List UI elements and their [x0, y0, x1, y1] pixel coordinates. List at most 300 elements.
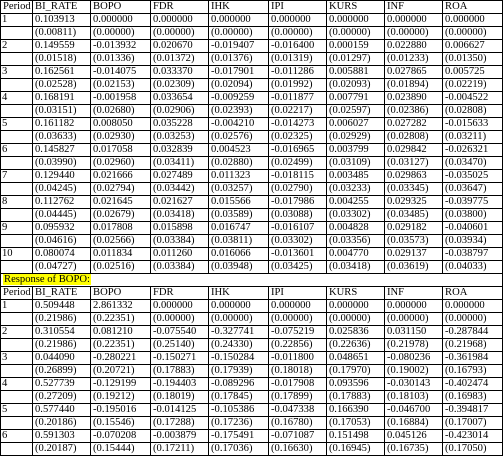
value-cell: 0.080074	[33, 248, 91, 261]
std-error-cell: (0.16630)	[269, 443, 327, 456]
std-error-cell: (0.17970)	[327, 365, 385, 378]
std-error-cell: (0.00000)	[151, 313, 209, 326]
value-cell: -0.361984	[443, 352, 503, 365]
value-cell: -0.075540	[151, 326, 209, 339]
period-cell-empty	[1, 261, 33, 274]
value-cell: 0.017808	[91, 222, 151, 235]
value-cell: 0.000159	[327, 40, 385, 53]
period-cell-empty	[1, 157, 33, 170]
std-error-cell: (0.03619)	[385, 261, 443, 274]
std-error-cell: (0.03151)	[33, 105, 91, 118]
period-cell: 3	[1, 66, 33, 79]
period-cell-empty	[1, 27, 33, 40]
value-cell: -0.040601	[443, 222, 503, 235]
std-error-cell: (0.00000)	[385, 313, 443, 326]
table-row	[1, 196, 503, 209]
period-cell: 1	[1, 14, 33, 27]
column-header-bi-rate: BI_RATE	[33, 287, 91, 300]
value-cell: 0.000000	[209, 14, 269, 27]
column-header-inf: INF	[385, 1, 443, 14]
std-error-cell: (0.02790)	[269, 183, 327, 196]
std-error-cell: (0.03470)	[443, 157, 503, 170]
period-cell-empty	[1, 417, 33, 430]
std-error-cell: (0.03384)	[151, 235, 209, 248]
column-header-fdr: FDR	[151, 1, 209, 14]
std-error-cell: (0.17211)	[151, 443, 209, 456]
std-error-cell: (0.01350)	[443, 53, 503, 66]
value-cell: 0.048651	[327, 352, 385, 365]
value-cell: 0.044090	[33, 352, 91, 365]
value-cell: 0.591303	[33, 430, 91, 443]
std-error-cell: (0.02528)	[33, 79, 91, 92]
value-cell: 0.129440	[33, 170, 91, 183]
std-error-cell: (0.03934)	[443, 235, 503, 248]
period-cell: 6	[1, 144, 33, 157]
std-error-cell: (0.03088)	[269, 209, 327, 222]
period-cell: 3	[1, 352, 33, 365]
period-cell-empty	[1, 209, 33, 222]
value-cell: 0.509448	[33, 300, 91, 313]
period-cell-empty	[1, 53, 33, 66]
value-cell: -0.394817	[443, 404, 503, 417]
std-error-cell: (0.03948)	[209, 261, 269, 274]
value-cell: -0.017901	[209, 66, 269, 79]
value-cell: 0.033370	[151, 66, 209, 79]
std-error-cell: (0.17050)	[443, 443, 503, 456]
value-cell: -0.013601	[269, 248, 327, 261]
value-cell: 0.000000	[269, 300, 327, 313]
table-row-se	[1, 339, 503, 352]
std-error-cell: (0.01376)	[209, 53, 269, 66]
std-error-cell: (0.03418)	[151, 209, 209, 222]
std-error-cell: (0.03356)	[327, 235, 385, 248]
value-cell: -0.014125	[151, 404, 209, 417]
std-error-cell: (0.21986)	[33, 339, 91, 352]
value-cell: 0.000000	[385, 14, 443, 27]
std-error-cell: (0.02219)	[443, 79, 503, 92]
std-error-cell: (0.03633)	[33, 131, 91, 144]
value-cell: -0.047338	[269, 404, 327, 417]
value-cell: -0.150284	[209, 352, 269, 365]
value-cell: 0.035228	[151, 118, 209, 131]
period-cell: 5	[1, 118, 33, 131]
std-error-cell: (0.01372)	[151, 53, 209, 66]
period-cell-empty	[1, 183, 33, 196]
period-cell-empty	[1, 131, 33, 144]
std-error-cell: (0.03800)	[443, 209, 503, 222]
value-cell: 0.021627	[151, 196, 209, 209]
value-cell: 0.149559	[33, 40, 91, 53]
std-error-cell: (0.03442)	[151, 183, 209, 196]
std-error-cell: (0.02906)	[151, 105, 209, 118]
value-cell: -0.039775	[443, 196, 503, 209]
value-cell: 0.006627	[443, 40, 503, 53]
std-error-cell: (0.19212)	[91, 391, 151, 404]
value-cell: 0.000000	[327, 14, 385, 27]
std-error-cell: (0.02393)	[209, 105, 269, 118]
std-error-cell: (0.03302)	[269, 235, 327, 248]
std-error-cell: (0.04445)	[33, 209, 91, 222]
value-cell: 0.045126	[385, 430, 443, 443]
std-error-cell: (0.02680)	[91, 105, 151, 118]
std-error-cell: (0.03425)	[269, 261, 327, 274]
std-error-cell: (0.17899)	[269, 391, 327, 404]
value-cell: 0.095932	[33, 222, 91, 235]
std-error-cell: (0.16945)	[327, 443, 385, 456]
period-cell: 9	[1, 222, 33, 235]
std-error-cell: (0.17883)	[151, 365, 209, 378]
std-error-cell: (0.03257)	[209, 183, 269, 196]
value-cell: 0.029182	[385, 222, 443, 235]
std-error-cell: (0.20186)	[33, 417, 91, 430]
std-error-cell: (0.03384)	[151, 261, 209, 274]
value-cell: -0.018115	[269, 170, 327, 183]
std-error-cell: (0.15546)	[91, 417, 151, 430]
std-error-cell: (0.02929)	[327, 131, 385, 144]
std-error-cell: (0.17845)	[209, 391, 269, 404]
std-error-cell: (0.18103)	[385, 391, 443, 404]
value-cell: 0.015566	[209, 196, 269, 209]
value-cell: 0.006027	[327, 118, 385, 131]
value-cell: 0.029863	[385, 170, 443, 183]
std-error-cell: (0.22636)	[327, 339, 385, 352]
table-row-se	[1, 417, 503, 430]
std-error-cell: (0.02808)	[385, 131, 443, 144]
value-cell: 0.029137	[385, 248, 443, 261]
std-error-cell: (0.02499)	[269, 157, 327, 170]
period-cell-empty	[1, 313, 33, 326]
std-error-cell: (0.03811)	[209, 235, 269, 248]
table-row-se	[1, 313, 503, 326]
value-cell: 0.033654	[151, 92, 209, 105]
std-error-cell: (0.22351)	[91, 339, 151, 352]
std-error-cell: (0.22351)	[91, 313, 151, 326]
value-cell: 0.032839	[151, 144, 209, 157]
std-error-cell: (0.03233)	[327, 183, 385, 196]
value-cell: 0.004255	[327, 196, 385, 209]
std-error-cell: (0.03345)	[385, 183, 443, 196]
table-row	[1, 66, 503, 79]
value-cell: 0.027865	[385, 66, 443, 79]
period-cell-empty	[1, 365, 33, 378]
std-error-cell: (0.02794)	[91, 183, 151, 196]
period-cell: 1	[1, 300, 33, 313]
table-row	[1, 430, 503, 443]
column-header-roa: ROA	[443, 287, 503, 300]
table-row-se	[1, 261, 503, 274]
std-error-cell: (0.02576)	[209, 131, 269, 144]
value-cell: 0.029325	[385, 196, 443, 209]
std-error-cell: (0.21986)	[33, 313, 91, 326]
value-cell: 0.000000	[151, 300, 209, 313]
period-cell-empty	[1, 443, 33, 456]
value-cell: 0.021645	[91, 196, 151, 209]
value-cell: 0.000000	[385, 300, 443, 313]
std-error-cell: (0.16780)	[269, 417, 327, 430]
value-cell: 0.000000	[443, 300, 503, 313]
table-row-se	[1, 79, 503, 92]
value-cell: 0.162561	[33, 66, 91, 79]
value-cell: 0.103913	[33, 14, 91, 27]
std-error-cell: (0.03485)	[385, 209, 443, 222]
column-header-bopo: BOPO	[91, 1, 151, 14]
value-cell: 0.021666	[91, 170, 151, 183]
std-error-cell: (0.02217)	[269, 105, 327, 118]
value-cell: -0.011286	[269, 66, 327, 79]
std-error-cell: (0.02386)	[385, 105, 443, 118]
table-row-se	[1, 235, 503, 248]
std-error-cell: (0.20721)	[91, 365, 151, 378]
period-cell: 8	[1, 196, 33, 209]
std-error-cell: (0.16793)	[443, 365, 503, 378]
std-error-cell: (0.00000)	[385, 27, 443, 40]
value-cell: 0.016066	[209, 248, 269, 261]
std-error-cell: (0.22856)	[269, 339, 327, 352]
table-row	[1, 170, 503, 183]
value-cell: 0.020670	[151, 40, 209, 53]
std-error-cell: (0.02679)	[91, 209, 151, 222]
std-error-cell: (0.16983)	[443, 391, 503, 404]
value-cell: -0.089296	[209, 378, 269, 391]
value-cell: 0.003485	[327, 170, 385, 183]
std-error-cell: (0.00000)	[327, 27, 385, 40]
value-cell: -0.011800	[269, 352, 327, 365]
column-header-period: Period	[1, 1, 33, 14]
value-cell: 0.027489	[151, 170, 209, 183]
std-error-cell: (0.02516)	[91, 261, 151, 274]
value-cell: 0.081210	[91, 326, 151, 339]
std-error-cell: (0.00000)	[327, 313, 385, 326]
std-error-cell: (0.02930)	[91, 131, 151, 144]
value-cell: 0.527739	[33, 378, 91, 391]
value-cell: -0.014273	[269, 118, 327, 131]
value-cell: 0.151498	[327, 430, 385, 443]
value-cell: 0.011323	[209, 170, 269, 183]
value-cell: 0.005725	[443, 66, 503, 79]
value-cell: 0.023890	[385, 92, 443, 105]
std-error-cell: (0.27209)	[33, 391, 91, 404]
column-header-kurs: KURS	[327, 287, 385, 300]
value-cell: 0.029842	[385, 144, 443, 157]
column-header-ipi: IPI	[269, 1, 327, 14]
value-cell: 0.022880	[385, 40, 443, 53]
value-cell: 2.861332	[91, 300, 151, 313]
table-row	[1, 118, 503, 131]
value-cell: -0.194403	[151, 378, 209, 391]
value-cell: -0.280221	[91, 352, 151, 365]
table-row	[1, 144, 503, 157]
value-cell: -0.038797	[443, 248, 503, 261]
value-cell: -0.175491	[209, 430, 269, 443]
table-row-se	[1, 157, 503, 170]
std-error-cell: (0.04033)	[443, 261, 503, 274]
value-cell: -0.016965	[269, 144, 327, 157]
value-cell: -0.070208	[91, 430, 151, 443]
std-error-cell: (0.00000)	[209, 27, 269, 40]
table-row-se	[1, 131, 503, 144]
std-error-cell: (0.01319)	[269, 53, 327, 66]
period-cell: 7	[1, 170, 33, 183]
value-cell: 0.000000	[91, 14, 151, 27]
std-error-cell: (0.17036)	[209, 443, 269, 456]
std-error-cell: (0.03302)	[327, 209, 385, 222]
std-error-cell: (0.02566)	[91, 235, 151, 248]
column-header-period: Period	[1, 287, 33, 300]
value-cell: 0.005881	[327, 66, 385, 79]
period-cell-empty	[1, 339, 33, 352]
column-header-inf: INF	[385, 287, 443, 300]
std-error-cell: (0.01992)	[269, 79, 327, 92]
table-row-se	[1, 365, 503, 378]
std-error-cell: (0.15444)	[91, 443, 151, 456]
value-cell: -0.129199	[91, 378, 151, 391]
column-header-fdr: FDR	[151, 287, 209, 300]
value-cell: -0.080236	[385, 352, 443, 365]
std-error-cell: (0.03418)	[327, 261, 385, 274]
std-error-cell: (0.01894)	[385, 79, 443, 92]
period-cell: 4	[1, 92, 33, 105]
value-cell: -0.014075	[91, 66, 151, 79]
std-error-cell: (0.02880)	[209, 157, 269, 170]
period-cell: 6	[1, 430, 33, 443]
std-error-cell: (0.02325)	[269, 131, 327, 144]
std-error-cell: (0.26899)	[33, 365, 91, 378]
std-error-cell: (0.01233)	[385, 53, 443, 66]
period-cell-empty	[1, 235, 33, 248]
value-cell: -0.026321	[443, 144, 503, 157]
std-error-cell: (0.03589)	[209, 209, 269, 222]
std-error-cell: (0.21968)	[443, 339, 503, 352]
std-error-cell: (0.04245)	[33, 183, 91, 196]
value-cell: -0.071087	[269, 430, 327, 443]
std-error-cell: (0.00000)	[443, 313, 503, 326]
std-error-cell: (0.20187)	[33, 443, 91, 456]
value-cell: -0.287844	[443, 326, 503, 339]
std-error-cell: (0.17883)	[327, 391, 385, 404]
value-cell: 0.000000	[151, 14, 209, 27]
std-error-cell: (0.18019)	[151, 391, 209, 404]
std-error-cell: (0.03990)	[33, 157, 91, 170]
std-error-cell: (0.01297)	[327, 53, 385, 66]
std-error-cell: (0.02597)	[327, 105, 385, 118]
table-row-se	[1, 391, 503, 404]
table-row-se	[1, 443, 503, 456]
period-cell: 2	[1, 40, 33, 53]
value-cell: -0.004522	[443, 92, 503, 105]
value-cell: -0.016400	[269, 40, 327, 53]
value-cell: -0.327741	[209, 326, 269, 339]
table-row-se	[1, 105, 503, 118]
value-cell: -0.423014	[443, 430, 503, 443]
table-row	[1, 378, 503, 391]
period-cell: 4	[1, 378, 33, 391]
value-cell: 0.112762	[33, 196, 91, 209]
std-error-cell: (0.19002)	[385, 365, 443, 378]
std-error-cell: (0.00000)	[269, 313, 327, 326]
value-cell: -0.009259	[209, 92, 269, 105]
std-error-cell: (0.02960)	[91, 157, 151, 170]
column-header-bopo: BOPO	[91, 287, 151, 300]
std-error-cell: (0.00000)	[151, 27, 209, 40]
value-cell: 0.011260	[151, 248, 209, 261]
header-row	[1, 1, 503, 14]
std-error-cell: (0.00000)	[209, 313, 269, 326]
value-cell: 0.017058	[91, 144, 151, 157]
value-cell: 0.145827	[33, 144, 91, 157]
period-cell: 5	[1, 404, 33, 417]
period-cell-empty	[1, 105, 33, 118]
block-title-cell	[1, 274, 503, 287]
column-header-bi-rate: BI_RATE	[33, 1, 91, 14]
block-title-row	[1, 274, 503, 287]
value-cell: 0.025836	[327, 326, 385, 339]
column-header-kurs: KURS	[327, 1, 385, 14]
std-error-cell: (0.04727)	[33, 261, 91, 274]
table-row-se	[1, 183, 503, 196]
table-row	[1, 222, 503, 235]
std-error-cell: (0.16735)	[385, 443, 443, 456]
column-header-ihk: IHK	[209, 1, 269, 14]
value-cell: -0.030143	[385, 378, 443, 391]
value-cell: 0.016747	[209, 222, 269, 235]
std-error-cell: (0.03573)	[385, 235, 443, 248]
table-row-se	[1, 53, 503, 66]
std-error-cell: (0.02093)	[327, 79, 385, 92]
column-header-ihk: IHK	[209, 287, 269, 300]
value-cell: -0.001958	[91, 92, 151, 105]
std-error-cell: (0.17939)	[209, 365, 269, 378]
std-error-cell: (0.25140)	[151, 339, 209, 352]
table-row	[1, 352, 503, 365]
std-error-cell: (0.02309)	[151, 79, 209, 92]
value-cell: 0.003799	[327, 144, 385, 157]
table-row	[1, 326, 503, 339]
value-cell: -0.035025	[443, 170, 503, 183]
value-cell: 0.015898	[151, 222, 209, 235]
value-cell: 0.008050	[91, 118, 151, 131]
value-cell: -0.011877	[269, 92, 327, 105]
std-error-cell: (0.16884)	[385, 417, 443, 430]
value-cell: -0.016107	[269, 222, 327, 235]
std-error-cell: (0.00811)	[33, 27, 91, 40]
std-error-cell: (0.17288)	[151, 417, 209, 430]
value-cell: 0.000000	[209, 300, 269, 313]
period-cell-empty	[1, 79, 33, 92]
table-row	[1, 92, 503, 105]
std-error-cell: (0.02808)	[443, 105, 503, 118]
std-error-cell: (0.03253)	[151, 131, 209, 144]
std-error-cell: (0.03211)	[443, 131, 503, 144]
value-cell: -0.402474	[443, 378, 503, 391]
std-error-cell: (0.03109)	[327, 157, 385, 170]
value-cell: 0.000000	[443, 14, 503, 27]
std-error-cell: (0.18018)	[269, 365, 327, 378]
table-row	[1, 14, 503, 27]
table-row-se	[1, 27, 503, 40]
value-cell: -0.013932	[91, 40, 151, 53]
value-cell: 0.161182	[33, 118, 91, 131]
std-error-cell: (0.21978)	[385, 339, 443, 352]
value-cell: 0.031150	[385, 326, 443, 339]
header-row	[1, 287, 503, 300]
std-error-cell: (0.17236)	[209, 417, 269, 430]
std-error-cell: (0.01518)	[33, 53, 91, 66]
std-error-cell: (0.02153)	[91, 79, 151, 92]
std-error-cell: (0.04616)	[33, 235, 91, 248]
period-cell: 2	[1, 326, 33, 339]
table-row	[1, 40, 503, 53]
value-cell: 0.004828	[327, 222, 385, 235]
